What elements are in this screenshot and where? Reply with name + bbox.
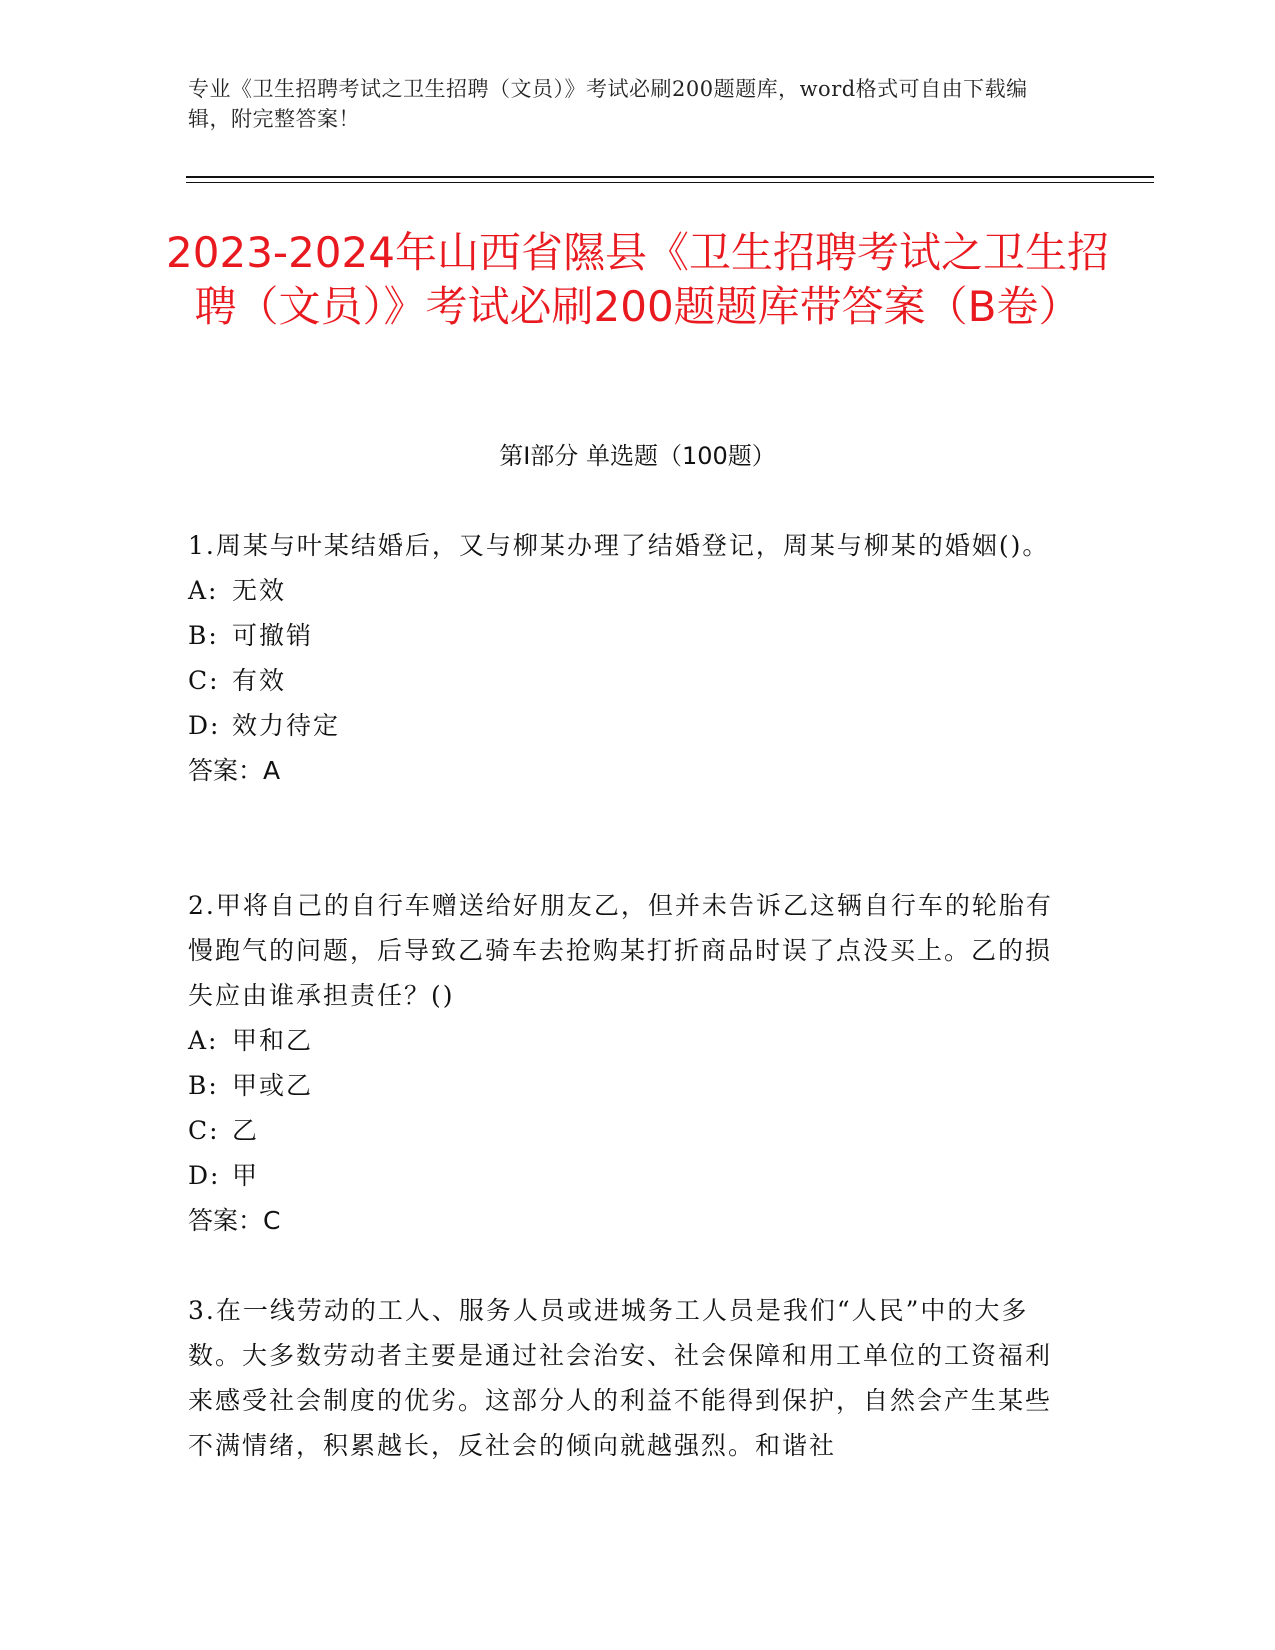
option-text: 甲和乙 [232,1026,314,1055]
header-rule-thin [186,182,1154,183]
option-key: D: [188,1161,221,1190]
section-title: 第I部分 单选题（100题） [499,442,776,470]
question-stem: 2.甲将自己的自行车赠送给好朋友乙，但并未告诉乙这辆自行车的轮胎有慢跑气的问题，后导致乙骑车去抢购某打折商品时误了点没买上。乙的损失应由谁承担责任？() [188,891,1053,1010]
option-d [188,703,1068,748]
option-text: 甲 [232,1161,260,1190]
option-text: 效力待定 [232,711,341,740]
header-rule-thick [186,176,1154,178]
option-key: B: [188,1071,219,1100]
option-d [188,1153,1068,1198]
header-note: 专业《卫生招聘考试之卫生招聘（文员）》考试必刷200题题库，word格式可自由下载编辑，附完整答案！ [188,77,1028,131]
question-3 [188,1288,1068,1468]
option-a [188,568,1068,613]
question-stem: 1.周某与叶某结婚后，又与柳某办理了结婚登记，周某与柳某的婚姻()。 [188,531,1050,560]
option-text: 有效 [232,666,287,695]
option-key: B: [188,621,219,650]
option-key: C: [188,1116,220,1145]
option-key: A: [188,576,219,605]
question-1 [188,523,1068,793]
answer-line: 答案：A [188,756,281,785]
document-title: 2023-2024年山西省隰县《卫生招聘考试之卫生招聘（文员）》考试必刷200题题库带答案（B卷） [166,228,1109,331]
question-2 [188,883,1068,1243]
option-text: 无效 [232,576,287,605]
answer-line: 答案：C [188,1206,281,1235]
option-key: A: [188,1026,219,1055]
option-key: D: [188,711,221,740]
option-a [188,1018,1068,1063]
option-text: 甲或乙 [232,1071,314,1100]
option-text: 可撤销 [232,621,314,650]
option-text: 乙 [232,1116,260,1145]
option-b [188,613,1068,658]
option-c [188,658,1068,703]
option-b [188,1063,1068,1108]
option-key: C: [188,666,220,695]
question-stem: 3.在一线劳动的工人、服务人员或进城务工人员是我们“人民”中的大多数。大多数劳动者主要是通过社会治安、社会保障和用工单位的工资福利来感受社会制度的优劣。这部分人的利益不能得到保护，自然会产生某些不满情绪，积累越长，反社会的倾向就越强烈。和谐社 [188,1296,1053,1460]
option-c [188,1108,1068,1153]
